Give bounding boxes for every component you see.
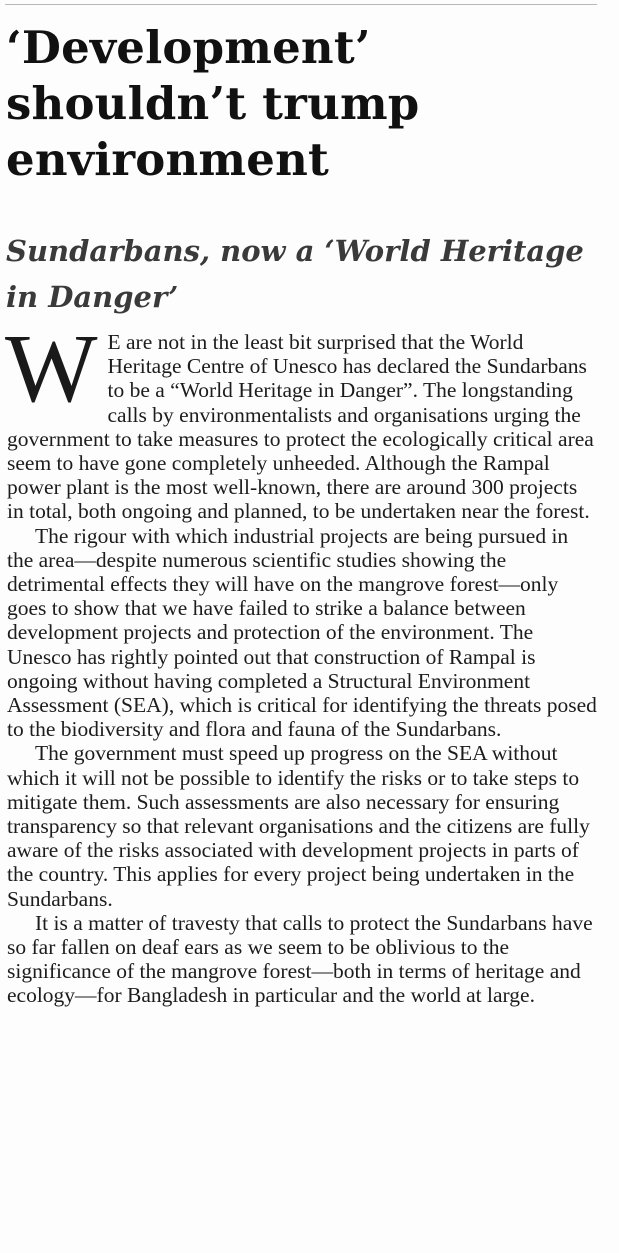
article-paragraph-3: The government must speed up progress on the SEA without which it will not be possible to identify the risks or to take steps to mitigate them. Such assessments are also necessary for ensuring transparency so that relevant organisations and the citizens are fully aware of the risks associated with development projects in parts of the country. This applies for every project being undertaken in the Sundarbans. xyxy=(7,741,590,911)
article-paragraph-4: It is a matter of travesty that calls to protect the Sundarbans have so far fallen on deaf ears as we seem to be oblivious to the significance of the mangrove forest—both in terms of heritage and ecology—for Bangladesh in particular and the world at large. xyxy=(7,910,593,1008)
article-paragraph-2: The rigour with which industrial projects are being pursued in the area—despite numerous scientific studies showing the detrimental effects they will have on the mangrove forest—only goes to show that we have failed to strike a balance between development projects and protection of the environment. The Unesco has rightly pointed out that construction of Rampal is ongoing without having completed a Structural Environment Assessment (SEA), which is critical for identifying the threats posed to the biodiversity and flora and fauna of the Sundarbans. xyxy=(7,523,597,742)
paragraph-1-text: E are not in the least bit surprised that the World Heritage Centre of Unesco has declared the Sundarbans to be a “World Heritage in Danger”. The longstanding calls by environmentalists and organisations urging the government to take measures to protect the ecologically critical area seem to have gone completely unheeded. Although the Rampal power plant is the most well-known, there are around 300 projects in total, both ongoing and planned, to be undertaken near the forest. xyxy=(7,330,594,524)
article-paragraph-1 xyxy=(5,315,597,524)
headline: ‘Development’ shouldn’t trump environment xyxy=(6,21,420,186)
top-divider xyxy=(5,4,597,5)
drop-cap: W xyxy=(5,315,98,423)
article-body xyxy=(5,315,597,1008)
subheadline: Sundarbans, now a ‘World Heritage in Danger’ xyxy=(6,234,584,314)
